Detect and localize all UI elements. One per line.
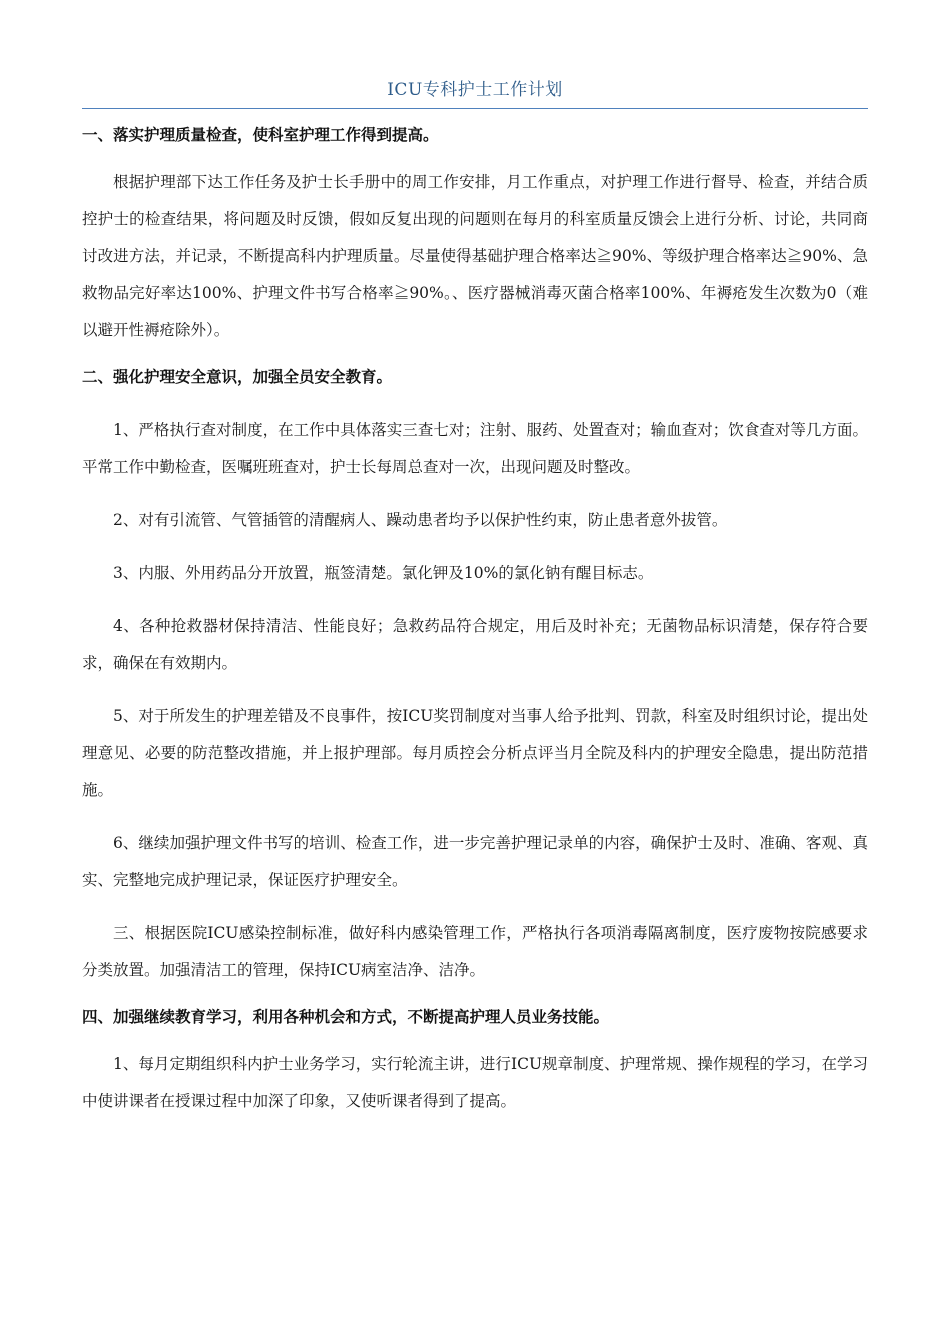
section-3-paragraph: 三、根据医院ICU感染控制标准，做好科内感染管理工作，严格执行各项消毒隔离制度，医疗废物按院感要求分类放置。加强清洁工的管理，保持ICU病室洁净、洁净。	[82, 924, 868, 979]
document-title: ICU专科护士工作计划	[387, 80, 563, 100]
section-heading-4: 四、加强继续教育学习，利用各种机会和方式，不断提高护理人员业务技能。	[82, 1008, 610, 1026]
section-2-paragraph-3: 3、内服、外用药品分开放置，瓶签清楚。氯化钾及10%的氯化钠有醒目标志。	[113, 564, 654, 582]
section-heading-1: 一、落实护理质量检查，使科室护理工作得到提高。	[82, 126, 439, 144]
section-2-paragraph-1: 1、严格执行查对制度，在工作中具体落实三查七对；注射、服药、处置查对；输血查对；饮食查对等几方面。平常工作中勤检查，医嘱班班查对，护士长每周总查对一次，出现问题及时整改。	[82, 421, 868, 476]
section-2-paragraph-5: 5、对于所发生的护理差错及不良事件，按ICU奖罚制度对当事人给予批判、罚款，科室及时组织讨论，提出处理意见、必要的防范整改措施，并上报护理部。每月质控会分析点评当月全院及科内的护理安全隐患，提出防范措施。	[82, 707, 868, 799]
section-heading-2: 二、强化护理安全意识，加强全员安全教育。	[82, 368, 393, 386]
title-underline	[82, 108, 868, 109]
section-2-paragraph-2: 2、对有引流管、气管插管的清醒病人、躁动患者均予以保护性约束，防止患者意外拔管。	[113, 511, 728, 529]
section-4-paragraph-1: 1、每月定期组织科内护士业务学习，实行轮流主讲，进行ICU规章制度、护理常规、操作规程的学习，在学习中使讲课者在授课过程中加深了印象，又使听课者得到了提高。	[82, 1055, 868, 1110]
document-page	[82, 76, 868, 1120]
section-2-paragraph-6: 6、继续加强护理文件书写的培训、检查工作，进一步完善护理记录单的内容，确保护士及时、准确、客观、真实、完整地完成护理记录，保证医疗护理安全。	[82, 834, 868, 889]
section-2-paragraph-4: 4、各种抢救器材保持清洁、性能良好；急救药品符合规定，用后及时补充；无菌物品标识清楚，保存符合要求，确保在有效期内。	[82, 617, 868, 672]
section-1-paragraph-1: 根据护理部下达工作任务及护士长手册中的周工作安排，月工作重点，对护理工作进行督导、检查，并结合质控护士的检查结果，将问题及时反馈，假如反复出现的问题则在每月的科室质量反馈会上进行分析、讨论，共同商讨改进方法，并记录，不断提高科内护理质量。尽量使得基础护理合格率达≧90%、等级护理合格率达≧90%、急救物品完好率达100%、护理文件书写合格率≧90%。、医疗器械消毒灭菌合格率100%、年褥疮发生次数为0（难以避开性褥疮除外）。	[82, 173, 868, 339]
